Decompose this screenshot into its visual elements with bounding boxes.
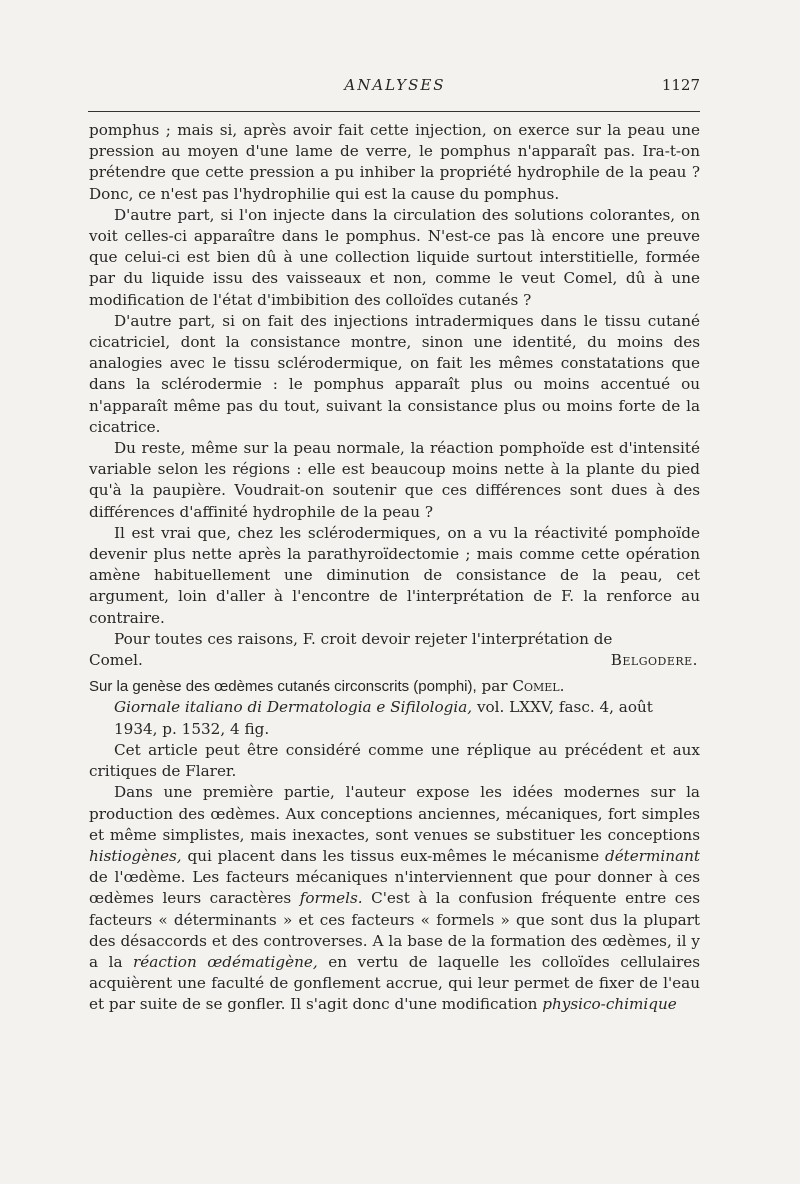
- paragraph-continued: pomphus ; mais si, après avoir fait cette injection, on exerce sur la peau une pression au moyen d'une lame de verre, le pomphus n'apparaît pas. Ira-t-on prétendre que cette pression a pu inhiber la propriété hydrophile de la peau ? Donc, ce n'est pas l'hydrophilie qui est la cause du pomphus.: [89, 121, 700, 203]
- journal-pages: 1934, p. 1532, 4 fig.: [114, 719, 270, 738]
- text-run: qui placent dans les tissus eux-mêmes le mécanisme: [187, 846, 600, 865]
- emphasis: réaction œdématigène,: [133, 952, 318, 971]
- article-reference: [89, 697, 700, 739]
- paragraph: [89, 782, 700, 1015]
- text-run: Dans une première partie, l'auteur expose les idées modernes sur la production des œdèmes. Aux conceptions anciennes, mécaniques, fort simples et même simplistes, mais inexactes, sont venues se substituer les conceptions: [89, 783, 700, 844]
- emphasis: physico-chimique: [542, 995, 677, 1014]
- journal-volume: vol. LXXV, fasc. 4, août: [476, 698, 653, 717]
- paragraph: D'autre part, si on fait des injections intradermiques dans le tissu cutané cicatriciel, dont la consistance montre, sinon une identité, du moins des analogies avec le tissu sclérodermique, on fait les mêmes constatations que dans la sclérodermie : le pomphus apparaît plus ou moins accentué ou n'apparaît même pas du tout, suivant la consistance plus ou moins forte de la cicatrice.: [89, 311, 700, 436]
- page-header: [90, 76, 700, 102]
- article-author: Comel.: [512, 677, 565, 696]
- paragraph: Il est vrai que, chez les sclérodermiques, on a vu la réactivité pomphoïde devenir plus nette après la parathyroïdectomie ; mais comme cette opération amène habituellement une diminution de consistance de la peau, cet argument, loin d'aller à l'encontre de l'interprétation de F. la renforce au contraire.: [89, 523, 700, 627]
- running-title: ANALYSES: [344, 76, 446, 94]
- emphasis: formels.: [299, 889, 363, 908]
- signature-line: [89, 650, 700, 671]
- paragraph: Cet article peut être considéré comme une réplique au précédent et aux critiques de Flarer.: [89, 740, 700, 781]
- article-by: par: [481, 677, 508, 696]
- text-run: en vertu de laquelle les colloïdes cellulaires acquièrent une faculté de gonflement accrue, qui leur permet de fixer de l'eau et par suite de se gonfler. Il s'agit donc d'une modification: [89, 952, 700, 1014]
- text-run: C'est à la confusion fréquente entre ces facteurs « déterminants » et ces facteurs « formels » que sont dus la plupart des désaccords et des controverses. A la base de la formation des œdèmes, il y a la: [89, 889, 701, 971]
- emphasis: déterminant: [604, 846, 701, 865]
- text-run: de l'œdème. Les facteurs mécaniques n'interviennent que pour donner à ces œdèmes leurs caractères: [89, 868, 700, 908]
- paragraph-conclusion: Pour toutes ces raisons, F. croit devoir rejeter l'interprétation de: [114, 629, 613, 648]
- paragraph: Du reste, même sur la peau normale, la réaction pomphoïde est d'intensité variable selon les régions : elle est beaucoup moins nette à la plante du pied qu'à la paupière. Voudrait-on soutenir que ces différences sont dues à des différences d'affinité hydrophile de la peau ?: [89, 439, 700, 521]
- header-rule: [88, 111, 700, 112]
- body-text: [89, 120, 700, 1016]
- page-number: 1127: [661, 76, 700, 94]
- article-heading: [89, 676, 700, 697]
- journal-name: Giornale italiano di Dermatologia e Sifilologia,: [114, 698, 473, 717]
- paragraph-tail: Comel.: [89, 651, 143, 670]
- article-title: Sur la genèse des œdèmes cutanés circonscrits (pomphi),: [89, 678, 477, 696]
- emphasis: histiogènes,: [89, 846, 182, 865]
- reviewer-signature: Belgodere.: [610, 651, 698, 670]
- paragraph: D'autre part, si l'on injecte dans la circulation des solutions colorantes, on voit celles-ci apparaître dans le pomphus. N'est-ce pas là encore une preuve que celui-ci est bien dû à une collection liquide surtout interstitielle, formée par du liquide issu des vaisseaux et non, comme le veut Comel, dû à une modification de l'état d'imbibition des colloïdes cutanés ?: [89, 205, 700, 309]
